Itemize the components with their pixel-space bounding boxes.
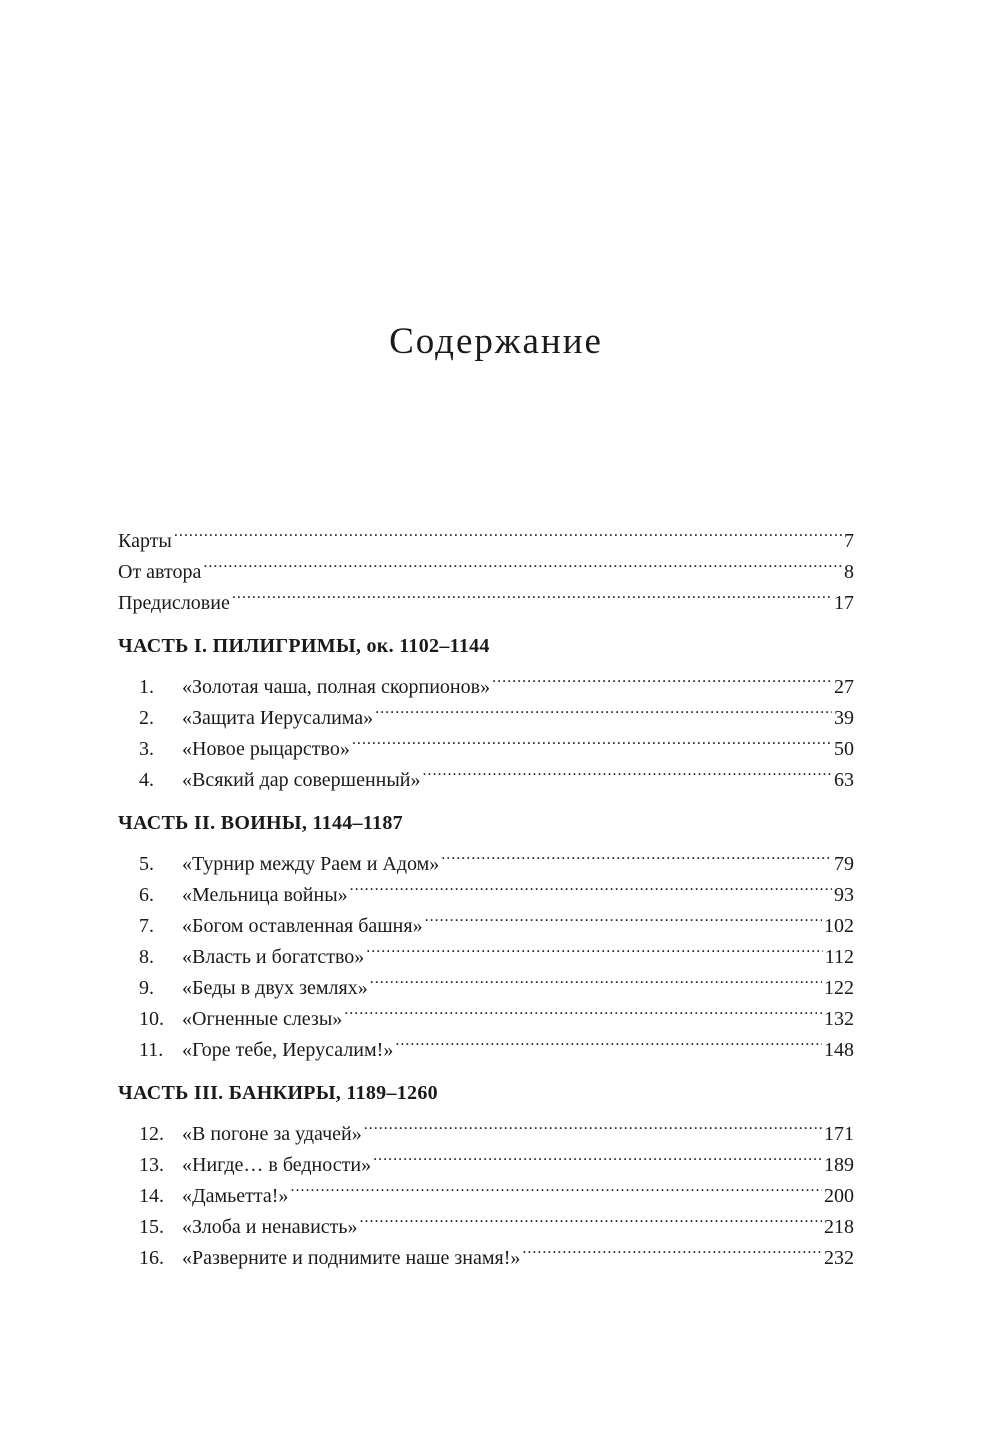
dot-leader: [360, 1202, 822, 1233]
chapter-number: 16.: [139, 1247, 164, 1269]
toc-entry-page: 63: [834, 769, 854, 791]
dot-leader: [441, 839, 832, 870]
toc-entry-label: «Огненные слезы»: [182, 1008, 343, 1030]
chapter-number: 4.: [139, 769, 154, 791]
dot-leader: [492, 662, 832, 693]
toc-entry[interactable]: [118, 1109, 854, 1145]
chapter-number: 3.: [139, 738, 154, 760]
toc-entry-label: «Турнир между Раем и Адом»: [182, 853, 440, 875]
dot-leader: [290, 1171, 822, 1202]
toc-entry-page: 50: [834, 738, 854, 760]
chapter-number: 9.: [139, 977, 154, 999]
part-3: [118, 1078, 854, 1269]
toc-entry[interactable]: [118, 516, 854, 552]
dot-leader: [395, 1025, 822, 1056]
dot-leader: [425, 901, 822, 932]
dot-leader: [350, 870, 832, 901]
dot-leader: [352, 724, 832, 755]
toc-entry-page: 232: [824, 1247, 854, 1269]
chapter-number: 1.: [139, 676, 154, 698]
toc-entry-label: «Злоба и ненависть»: [182, 1216, 358, 1238]
toc-entry-label: «Горе тебе, Иерусалим!»: [182, 1039, 394, 1061]
toc-entry[interactable]: [118, 547, 854, 583]
chapter-number: 7.: [139, 915, 154, 937]
part-heading[interactable]: ЧАСТЬ II. ВОИНЫ, 1144–1187: [118, 812, 403, 834]
chapter-number: 14.: [139, 1185, 164, 1207]
dot-leader: [344, 994, 822, 1025]
page-title: Содержание: [389, 321, 603, 362]
toc-entry-page: 102: [824, 915, 854, 937]
toc-entry-label: «Всякий дар совершенный»: [182, 769, 421, 791]
toc-entry-page: 189: [824, 1154, 854, 1176]
part-1: [118, 631, 854, 791]
toc-entry-page: 8: [844, 561, 854, 583]
toc-entry-page: 122: [824, 977, 854, 999]
toc-entry-label: «Беды в двух землях»: [182, 977, 368, 999]
part-heading[interactable]: ЧАСТЬ III. БАНКИРЫ, 1189–1260: [118, 1082, 438, 1104]
toc-entry-page: 112: [824, 946, 854, 968]
chapter-number: 12.: [139, 1123, 164, 1145]
toc-entry-label: «Нигде… в бедности»: [182, 1154, 372, 1176]
toc-entry[interactable]: [118, 662, 854, 698]
toc-entry-label: «Мельница войны»: [182, 884, 348, 906]
toc-entry-label: «Богом оставленная башня»: [182, 915, 423, 937]
dot-leader: [373, 1140, 822, 1171]
dot-leader: [203, 547, 842, 578]
dot-leader: [364, 1109, 822, 1140]
dot-leader: [375, 693, 832, 724]
toc-entry-label: «Золотая чаша, полная скорпионов»: [182, 676, 491, 698]
toc-entry-label: Карты: [118, 530, 172, 552]
toc-entry-page: 218: [824, 1216, 854, 1238]
dot-leader: [174, 516, 842, 547]
toc-entry-label: «Защита Иерусалима»: [182, 707, 374, 729]
chapter-number: 11.: [139, 1039, 164, 1061]
dot-leader: [423, 755, 833, 786]
toc-entry-page: 148: [824, 1039, 854, 1061]
chapter-number: 13.: [139, 1154, 164, 1176]
dot-leader: [232, 578, 832, 609]
part-heading[interactable]: ЧАСТЬ I. ПИЛИГРИМЫ, ок. 1102–1144: [118, 635, 490, 657]
table-of-contents: [118, 516, 854, 1269]
chapter-number: 2.: [139, 707, 154, 729]
toc-entry-label: «Дамьетта!»: [182, 1185, 289, 1207]
dot-leader: [370, 963, 822, 994]
chapter-number: 10.: [139, 1008, 164, 1030]
toc-entry-page: 39: [834, 707, 854, 729]
toc-entry-label: «Власть и богатство»: [182, 946, 365, 968]
chapter-number: 8.: [139, 946, 154, 968]
toc-entry-page: 171: [824, 1123, 854, 1145]
toc-entry-page: 79: [834, 853, 854, 875]
toc-entry-page: 132: [824, 1008, 854, 1030]
toc-entry-page: 27: [834, 676, 854, 698]
toc-entry-label: «Разверните и поднимите наше знамя!»: [182, 1247, 521, 1269]
toc-entry-label: От автора: [118, 561, 202, 583]
toc-entry-label: «Новое рыцарство»: [182, 738, 350, 760]
toc-entry-page: 200: [824, 1185, 854, 1207]
toc-entry-page: 93: [834, 884, 854, 906]
toc-entry-page: 17: [834, 592, 854, 614]
toc-entry[interactable]: [118, 839, 854, 875]
front-matter: [118, 516, 854, 614]
chapter-number: 15.: [139, 1216, 164, 1238]
toc-entry-label: Предисловие: [118, 592, 230, 614]
chapter-number: 6.: [139, 884, 154, 906]
toc-entry-label: «В погоне за удачей»: [182, 1123, 362, 1145]
chapter-number: 5.: [139, 853, 154, 875]
part-2: [118, 808, 854, 1061]
toc-entry[interactable]: [118, 578, 854, 614]
toc-entry-page: 7: [844, 530, 854, 552]
dot-leader: [366, 932, 822, 963]
dot-leader: [522, 1233, 822, 1264]
